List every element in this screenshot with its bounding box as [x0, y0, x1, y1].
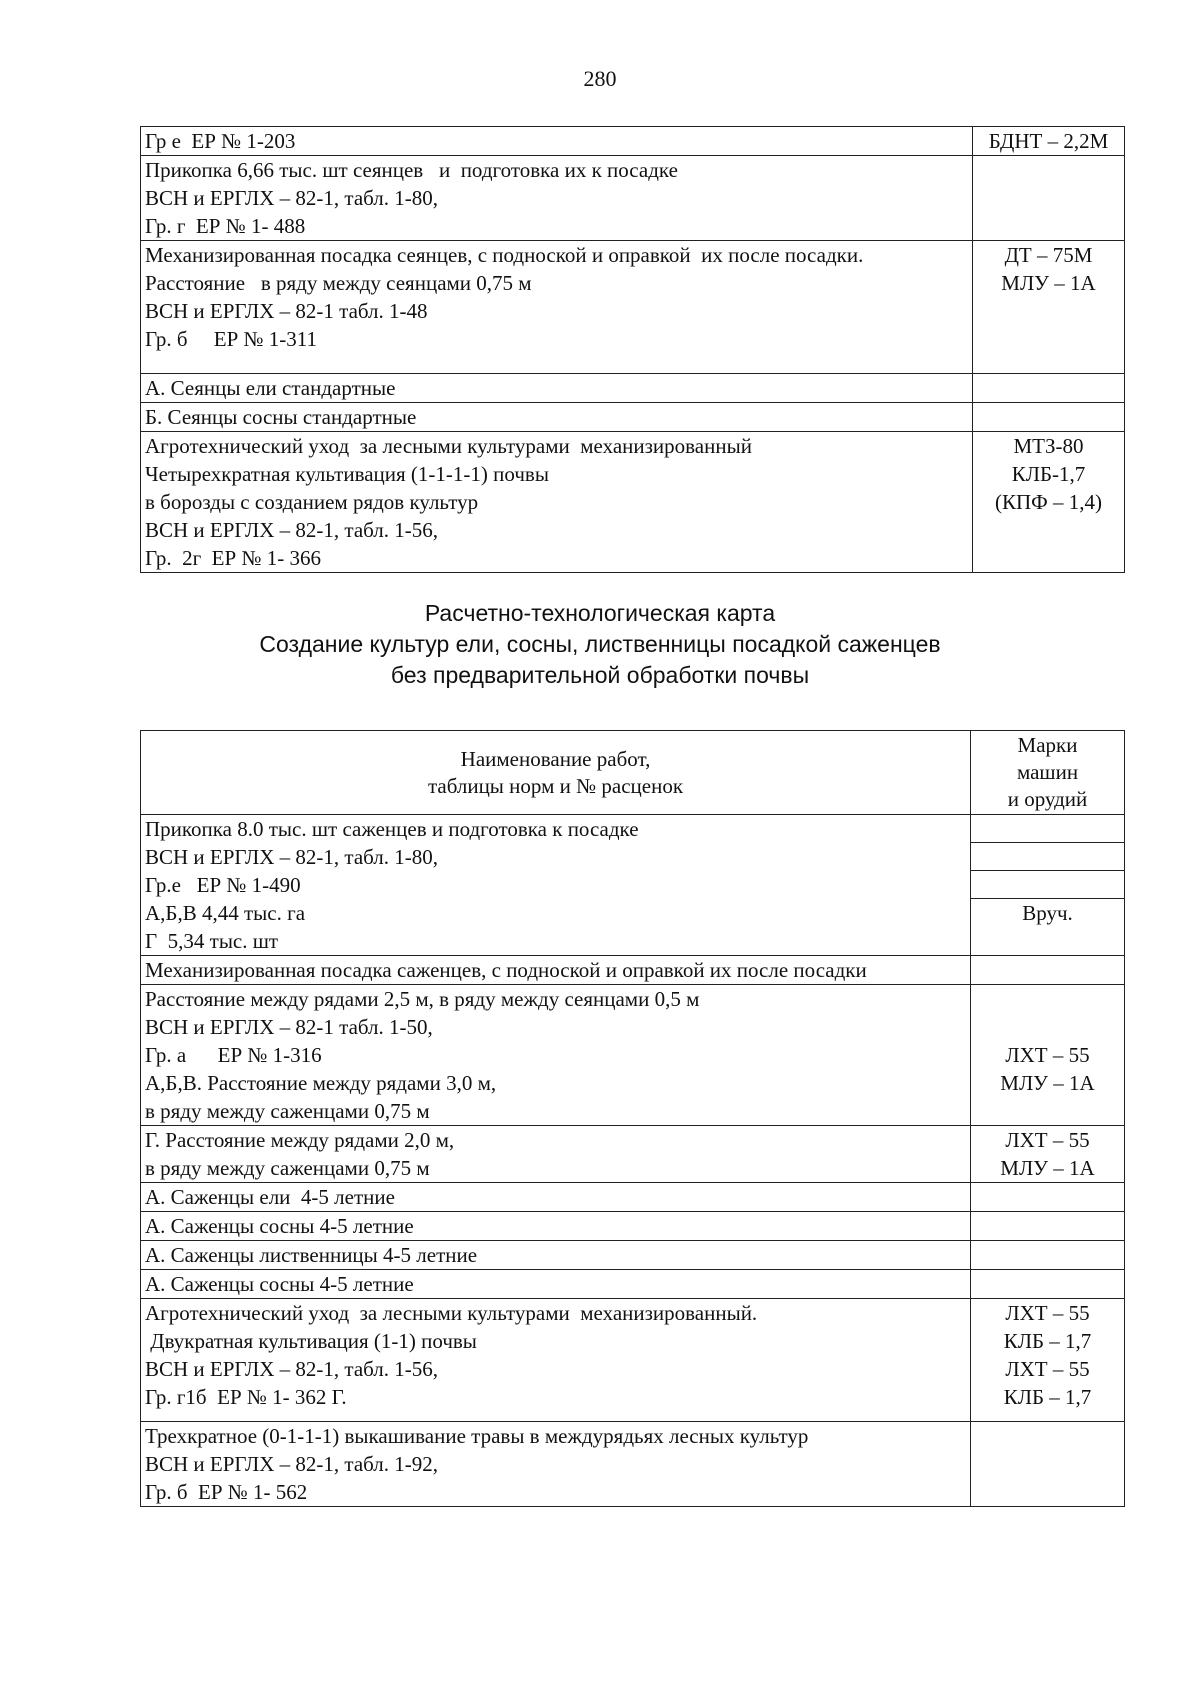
work-line: Гр е ЕР № 1-203: [145, 129, 296, 153]
machine-cell: [973, 432, 1125, 573]
work-cell: [141, 815, 971, 956]
table-row: [141, 1270, 1125, 1299]
work-line: в ряду между саженцами 0,75 м: [145, 1156, 430, 1180]
table-row: [141, 127, 1125, 156]
work-line: ВСН и ЕРГЛХ – 82-1, табл. 1-56,: [145, 518, 439, 542]
work-line: Трехкратное (0-1-1-1) выкашивание травы в междурядьях лесных культур: [145, 1424, 809, 1448]
heading-line-1: Расчетно-технологическая карта: [424, 600, 776, 626]
work-line: Прикопка 8.0 тыс. шт саженцев и подготовка к посадке: [145, 817, 639, 841]
machine-cell: [971, 1212, 1125, 1241]
work-line: Гр. а ЕР № 1-316: [145, 1043, 322, 1067]
work-line: ВСН и ЕРГЛХ – 82-1, табл. 1-80,: [145, 845, 439, 869]
work-line: Прикопка 6,66 тыс. шт сеянцев и подготовка их к посадке: [145, 158, 678, 182]
sub-cell: [971, 871, 1124, 899]
header-work-line: таблицы норм и № расценок: [427, 773, 684, 798]
machine-line: МЛУ – 1А: [1000, 1071, 1095, 1095]
work-line: ВСН и ЕРГЛХ – 82-1, табл. 1-92,: [145, 1452, 439, 1476]
work-line: Гр.е ЕР № 1-490: [145, 873, 301, 897]
work-line: ВСН и ЕРГЛХ – 82-1, табл. 1-80,: [145, 186, 439, 210]
machine-cell: [973, 374, 1125, 403]
heading-line-3: без предварительной обработки почвы: [390, 662, 810, 688]
machine-cell: [971, 1270, 1125, 1299]
sub-cell: [971, 815, 1124, 843]
work-line: Механизированная посадка сеянцев, с подноской и оправкой их после посадки.: [145, 243, 864, 267]
work-line: Гр. г ЕР № 1- 488: [145, 214, 306, 238]
table-row: [141, 956, 1125, 985]
table-row: [141, 1183, 1125, 1212]
tech-map-table: [140, 730, 1125, 1507]
table-row: [141, 156, 1125, 241]
work-cell: [141, 1126, 971, 1183]
machine-cell: [973, 241, 1125, 374]
table-row: [141, 403, 1125, 432]
work-line: Расстояние в ряду между сеянцами 0,75 м: [145, 271, 532, 295]
machine-cell: [971, 956, 1125, 985]
work-cell: [141, 1299, 971, 1422]
work-cell: [141, 1241, 971, 1270]
table-row: [141, 374, 1125, 403]
sub-cell: [971, 843, 1124, 871]
work-line: Агротехнический уход за лесными культурами механизированный.: [145, 1301, 758, 1325]
table-row: [141, 1299, 1125, 1422]
machine-line: КЛБ – 1,7: [1003, 1329, 1092, 1353]
work-line: Гр. б ЕР № 1- 562: [145, 1480, 308, 1504]
page-number: 280: [583, 66, 617, 91]
work-line: Гр. г1б ЕР № 1- 362 Г.: [145, 1385, 347, 1409]
machine-line: ЛХТ – 55: [1005, 1357, 1090, 1381]
work-cell: [141, 1422, 971, 1507]
work-cell: [141, 403, 973, 432]
work-line: А. Саженцы сосны 4-5 летние: [145, 1214, 414, 1238]
work-line: Г 5,34 тыс. шт: [145, 929, 279, 953]
machine-line: КЛБ-1,7: [1011, 462, 1086, 486]
machine-line: ЛХТ – 55: [1005, 1128, 1090, 1152]
table-row: [141, 985, 1125, 1126]
work-line: А. Саженцы сосны 4-5 летние: [145, 1272, 414, 1296]
header-machine-line: Марки: [1017, 733, 1078, 757]
work-line: Расстояние между рядами 2,5 м, в ряду между сеянцами 0,5 м: [145, 987, 700, 1011]
header-work: [141, 731, 971, 815]
header-work-line: Наименование работ,: [460, 746, 651, 771]
work-cell: [141, 1270, 971, 1299]
work-cell: [141, 956, 971, 985]
table-row: [141, 1212, 1125, 1241]
machine-cell: [971, 1183, 1125, 1212]
machine-line: КЛБ – 1,7: [1003, 1385, 1092, 1409]
machine-cell: [971, 1126, 1125, 1183]
work-cell: [141, 1212, 971, 1241]
table-header-row: [141, 731, 1125, 815]
work-line: Г. Расстояние между рядами 2,0 м,: [145, 1128, 455, 1152]
work-line: Гр. 2г ЕР № 1- 366: [145, 546, 321, 570]
machine-cell: [973, 403, 1125, 432]
machine-line: (КПФ – 1,4): [995, 490, 1102, 514]
machine-cell: [971, 1241, 1125, 1270]
machine-line: МЛУ – 1А: [1001, 271, 1096, 295]
section-heading: [0, 598, 1200, 691]
table-row: [141, 1126, 1125, 1183]
work-line: в ряду между саженцами 0,75 м: [145, 1099, 430, 1123]
work-cell: [141, 432, 973, 573]
header-machine-line: и орудий: [1007, 787, 1088, 811]
work-line: в борозды с созданием рядов культур: [145, 490, 479, 514]
work-line: Гр. б ЕР № 1-311: [145, 327, 318, 351]
machine-line: ДТ – 75М: [1004, 243, 1093, 267]
machine-cell: [973, 156, 1125, 241]
header-machine-line: машин: [1016, 760, 1079, 784]
machine-cell: [971, 985, 1125, 1126]
machine-cell: [971, 1422, 1125, 1507]
work-line: ВСН и ЕРГЛХ – 82-1 табл. 1-50,: [145, 1015, 433, 1039]
work-line: А. Сеянцы ели стандартные: [145, 376, 396, 400]
machine-line: ЛХТ – 55: [1005, 1043, 1090, 1067]
machine-line: ЛХТ – 55: [1005, 1301, 1090, 1325]
header-machines: [971, 731, 1125, 815]
work-line: А,Б,В 4,44 тыс. га: [145, 901, 306, 925]
work-table-continued: [140, 126, 1125, 573]
work-cell: [141, 374, 973, 403]
machine-line: Вруч.: [1022, 901, 1073, 925]
work-line: Четырехкратная культивация (1-1-1-1) почвы: [145, 462, 549, 486]
table-row: [141, 1241, 1125, 1270]
machine-line: БДНТ – 2,2М: [988, 129, 1109, 153]
work-cell: [141, 156, 973, 241]
table-row: [141, 1422, 1125, 1507]
machine-line: МЛУ – 1А: [1000, 1156, 1095, 1180]
work-line: А. Саженцы лиственницы 4-5 летние: [145, 1243, 478, 1267]
machine-line: МТЗ-80: [1013, 434, 1084, 458]
work-line: А. Саженцы ели 4-5 летние: [145, 1185, 395, 1209]
work-line: ВСН и ЕРГЛХ – 82-1, табл. 1-56,: [145, 1357, 439, 1381]
table-row: [141, 432, 1125, 573]
table-row: [141, 241, 1125, 374]
work-line: Механизированная посадка саженцев, с подноской и оправкой их после посадки: [145, 958, 867, 982]
work-line: Б. Сеянцы сосны стандартные: [145, 405, 417, 429]
work-cell: [141, 127, 973, 156]
machine-cell: [971, 815, 1125, 956]
work-line: ВСН и ЕРГЛХ – 82-1 табл. 1-48: [145, 299, 428, 323]
heading-line-2: Создание культур ели, сосны, лиственницы посадкой саженцев: [259, 631, 941, 657]
work-cell: [141, 985, 971, 1126]
table-row: [141, 815, 1125, 956]
work-line: А,Б,В. Расстояние между рядами 3,0 м,: [145, 1071, 497, 1095]
work-cell: [141, 241, 973, 374]
machine-cell: [973, 127, 1125, 156]
work-cell: [141, 1183, 971, 1212]
work-line: Двукратная культивация (1-1) почвы: [145, 1329, 477, 1353]
machine-cell: [971, 1299, 1125, 1422]
work-line: Агротехнический уход за лесными культурами механизированный: [145, 434, 752, 458]
